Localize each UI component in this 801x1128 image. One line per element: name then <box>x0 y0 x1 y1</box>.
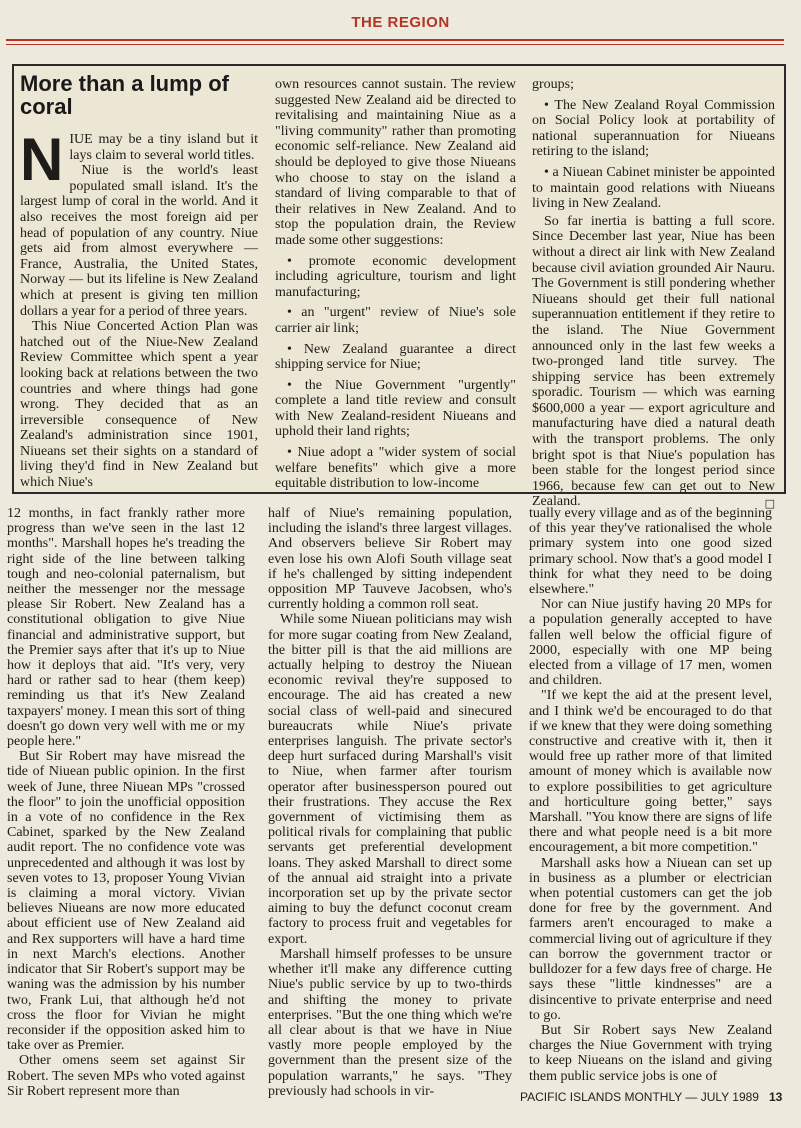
sidebar-column-1 <box>20 72 258 491</box>
page-number: 13 <box>768 1090 783 1104</box>
body-paragraph: Nor can Niue justify having 20 MPs for a population generally accepted to have fallen well below the official figure of 2000, especially with one MP being elected from a village of 17 men, women and children. <box>529 597 772 689</box>
sidebar-column-3 <box>532 77 775 512</box>
sidebar-bullet: • New Zealand guarantee a direct shipping service for Niue; <box>275 341 516 373</box>
end-mark: □ <box>764 497 775 511</box>
body-column-2 <box>268 506 512 1099</box>
body-paragraph: But Sir Robert says New Zealand charges the Niue Government with trying to keep Niueans on the island and giving them public service jobs is one of <box>529 1022 772 1084</box>
body-paragraph: Marshall asks how a Niuean can set up in business as a plumber or electrician when potential customers can get the job done for free by the government. And farmers aren't encouraged to make a commercial living out of agriculture if they can borrow the government tractor or bulldozer for a few days free of charge. He says these "little kindnesses" are a disincentive to private enterprise and need to go. <box>529 855 772 1023</box>
sidebar-paragraph: Niue is the world's least populated small island. It's the largest lump of coral in the world. And it also receives the most foreign aid per head of population of any country. Niue gets aid from almost everywhere — France, Australia, the United States, Norway — but its lifeline is New Zealand which at present is giving ten million dollars a year for a period of three years. <box>20 163 258 319</box>
sidebar-paragraph: NIUE may be a tiny island but it lays claim to several world titles. <box>20 126 258 193</box>
body-paragraph: But Sir Robert may have misread the tide of Niuean public opinion. In the first week of June, three Niuean MPs "crossed the floor" to join the unofficial opposition in a vote of no confidence in the Rex Cabinet, sparked by the New Zealand audit report. The no confidence vote was unprecedented and although it was lost by seven votes to 13, proposer Young Vivian is claiming a moral victory. Vivian believes Niueans are now more educated about efficient use of New Zealand aid and Rex supporters will have a hard time in next March's elections. Another indicator that Sir Robert's support may be waning was the admission by his number two, Frank Lui, that although he'd not cross the floor for Vivian he might reconsider if the opposition asked him to take over as Premier. <box>7 749 245 1054</box>
sidebar-column-2 <box>275 77 516 492</box>
header-rule <box>6 39 784 41</box>
body-paragraph: Marshall himself professes to be unsure whether it'll make any difference cutting Niue's public service by up to two-thirds and shifting the money to private enterprises. "But the one thing which we're all clear about is that we have in Niue vastly more people employed by the government than the present size of the population warrants," he says. "They previously had schools in vir- <box>268 946 512 1099</box>
sidebar-bullet: • an "urgent" review of Niue's sole carrier air link; <box>275 305 516 336</box>
sidebar-paragraph: own resources cannot sustain. The review suggested New Zealand aid be directed to revitalising and maintaining Niue as a "living community" rather than promoting economic self-reliance. New Zealand aid should be deployed to give those Niueans who choose to stay on the island a standard of living comparable to that of their relatives in New Zealand. And to stop the population drain, the Review made some other suggestions: <box>275 77 516 248</box>
body-paragraph: "If we kept the aid at the present level, and I think we'd be encouraged to do that if we knew that they were doing something constructive and creative with it, then it would free up rather more of that limited amount of money which is available now to explore possibilities to get agriculture and horticulture going better," says Marshall. "You know there are signs of life there and what people need is a bit more encouragement, a bit more competition." <box>529 688 772 856</box>
section-label: THE REGION <box>351 14 450 31</box>
sidebar-title: More than a lump of coral <box>20 71 229 119</box>
header-rule-thin <box>6 44 784 45</box>
body-paragraph: Other omens seem set against Sir Robert. The seven MPs who voted against Sir Robert represent more than <box>7 1053 245 1099</box>
body-column-3 <box>529 506 772 1084</box>
sidebar-paragraph: groups; <box>532 77 574 92</box>
sidebar-paragraph: So far inertia is batting a full score. Since December last year, Niue has been without a direct air link with New Zealand because civil aviation grounded Air Nauru. The Government is still pondering whether Niueans should get their full national superannuation entitlement if they retire to the island. The Niue Government announced only in the last few weeks a two-pronged land title survey. The shipping service has been extremely sporadic. Tourism — which was earning $600,000 a year — export agriculture and manufacturing have died a natural death with the transport problems. The only bright spot is that Niue's population has been stable for the longest period since 1966, because few can get out to New Zealand. □ <box>532 213 775 511</box>
page-footer <box>520 1090 782 1104</box>
sidebar-bullet: • Niue adopt a "wider system of social welfare benefits" which give a more equitable distribution to low-income <box>275 445 516 492</box>
body-paragraph: While some Niuean politicians may wish for more sugar coating from New Zealand, the bitter pill is that the aid millions are actually helping to destroy the Niuean economic revival they're supposed to encourage. The aid has created a new social class of well-paid and sinecured bureaucrats while Niue's private enterprises languish. The private sector's deep hurt surfaced during Marshall's visit to Niue, when farmer after tourism operator after businessperson poured out their frustrations. They accuse the Rex government of victimising them as political rivals for complaining that public servants get preferential development loans. They asked Marshall to direct some of the annual aid straight into a private incorporation set up by the private sector aiming to buy the defunct coconut cream factory to process fruit and vegetables for export. <box>268 612 512 947</box>
body-paragraph: 12 months, in fact frankly rather more progress than we've seen in the last 12 months". Marshall hopes he's treading the right side of the line between talking tough and neo-colonial paternalism, but neither the messenger nor the message please Sir Robert. New Zealand has a constitutional obligation to give Niue financial and administrative support, but the Premier says after that it's up to Niue how it deploys that aid. "It's very, very hard or rather sad to hear (them keep) reminding us that it's New Zealand taxpayers' money. I mean this sort of thing doesn't go down very well with me or my people here." <box>7 506 246 750</box>
sidebar-bullet: • promote economic development including agriculture, tourism and light manufacturing; <box>275 253 516 300</box>
sidebar-paragraph: This Niue Concerted Action Plan was hatched out of the Niue-New Zealand Review Committee which spent a year looking back at relations between the two countries and where things had gone wrong. They decided that as an irreversible consequence of New Zealand's administration since 1901, Niueans set their sights on a standard of living they'd find in New Zealand but which Niue's <box>20 319 258 491</box>
sidebar-bullet: • the Niue Government "urgently" complete a land title review and consult with New Zealand-resident Niueans and uphold their land rights; <box>275 377 516 440</box>
drop-cap: N <box>20 126 64 193</box>
publication-name: PACIFIC ISLANDS MONTHLY — JULY 1989 <box>520 1090 759 1104</box>
body-paragraph: tually every village and as of the beginning of this year they've rationalised the whole primary system into one good sized primary school. Now that's a good model I think for what they need to be doing elsewhere." <box>529 506 772 598</box>
body-paragraph: half of Niue's remaining population, including the island's three largest villages. And observers believe Sir Robert may even lose his own Alofi South village seat if he's challenged by sitting independent opposition MP Tauveve Jacobsen, who's currently holding a common roll seat. <box>268 506 512 613</box>
sidebar-bullet: • a Niuean Cabinet minister be appointed to maintain good relations with Niueans living in New Zealand. <box>532 164 775 212</box>
sidebar-bullet: • The New Zealand Royal Commission on Social Policy look at portability of national superannuation for Niueans retiring to the island; <box>532 97 775 160</box>
body-column-1 <box>7 506 245 1099</box>
